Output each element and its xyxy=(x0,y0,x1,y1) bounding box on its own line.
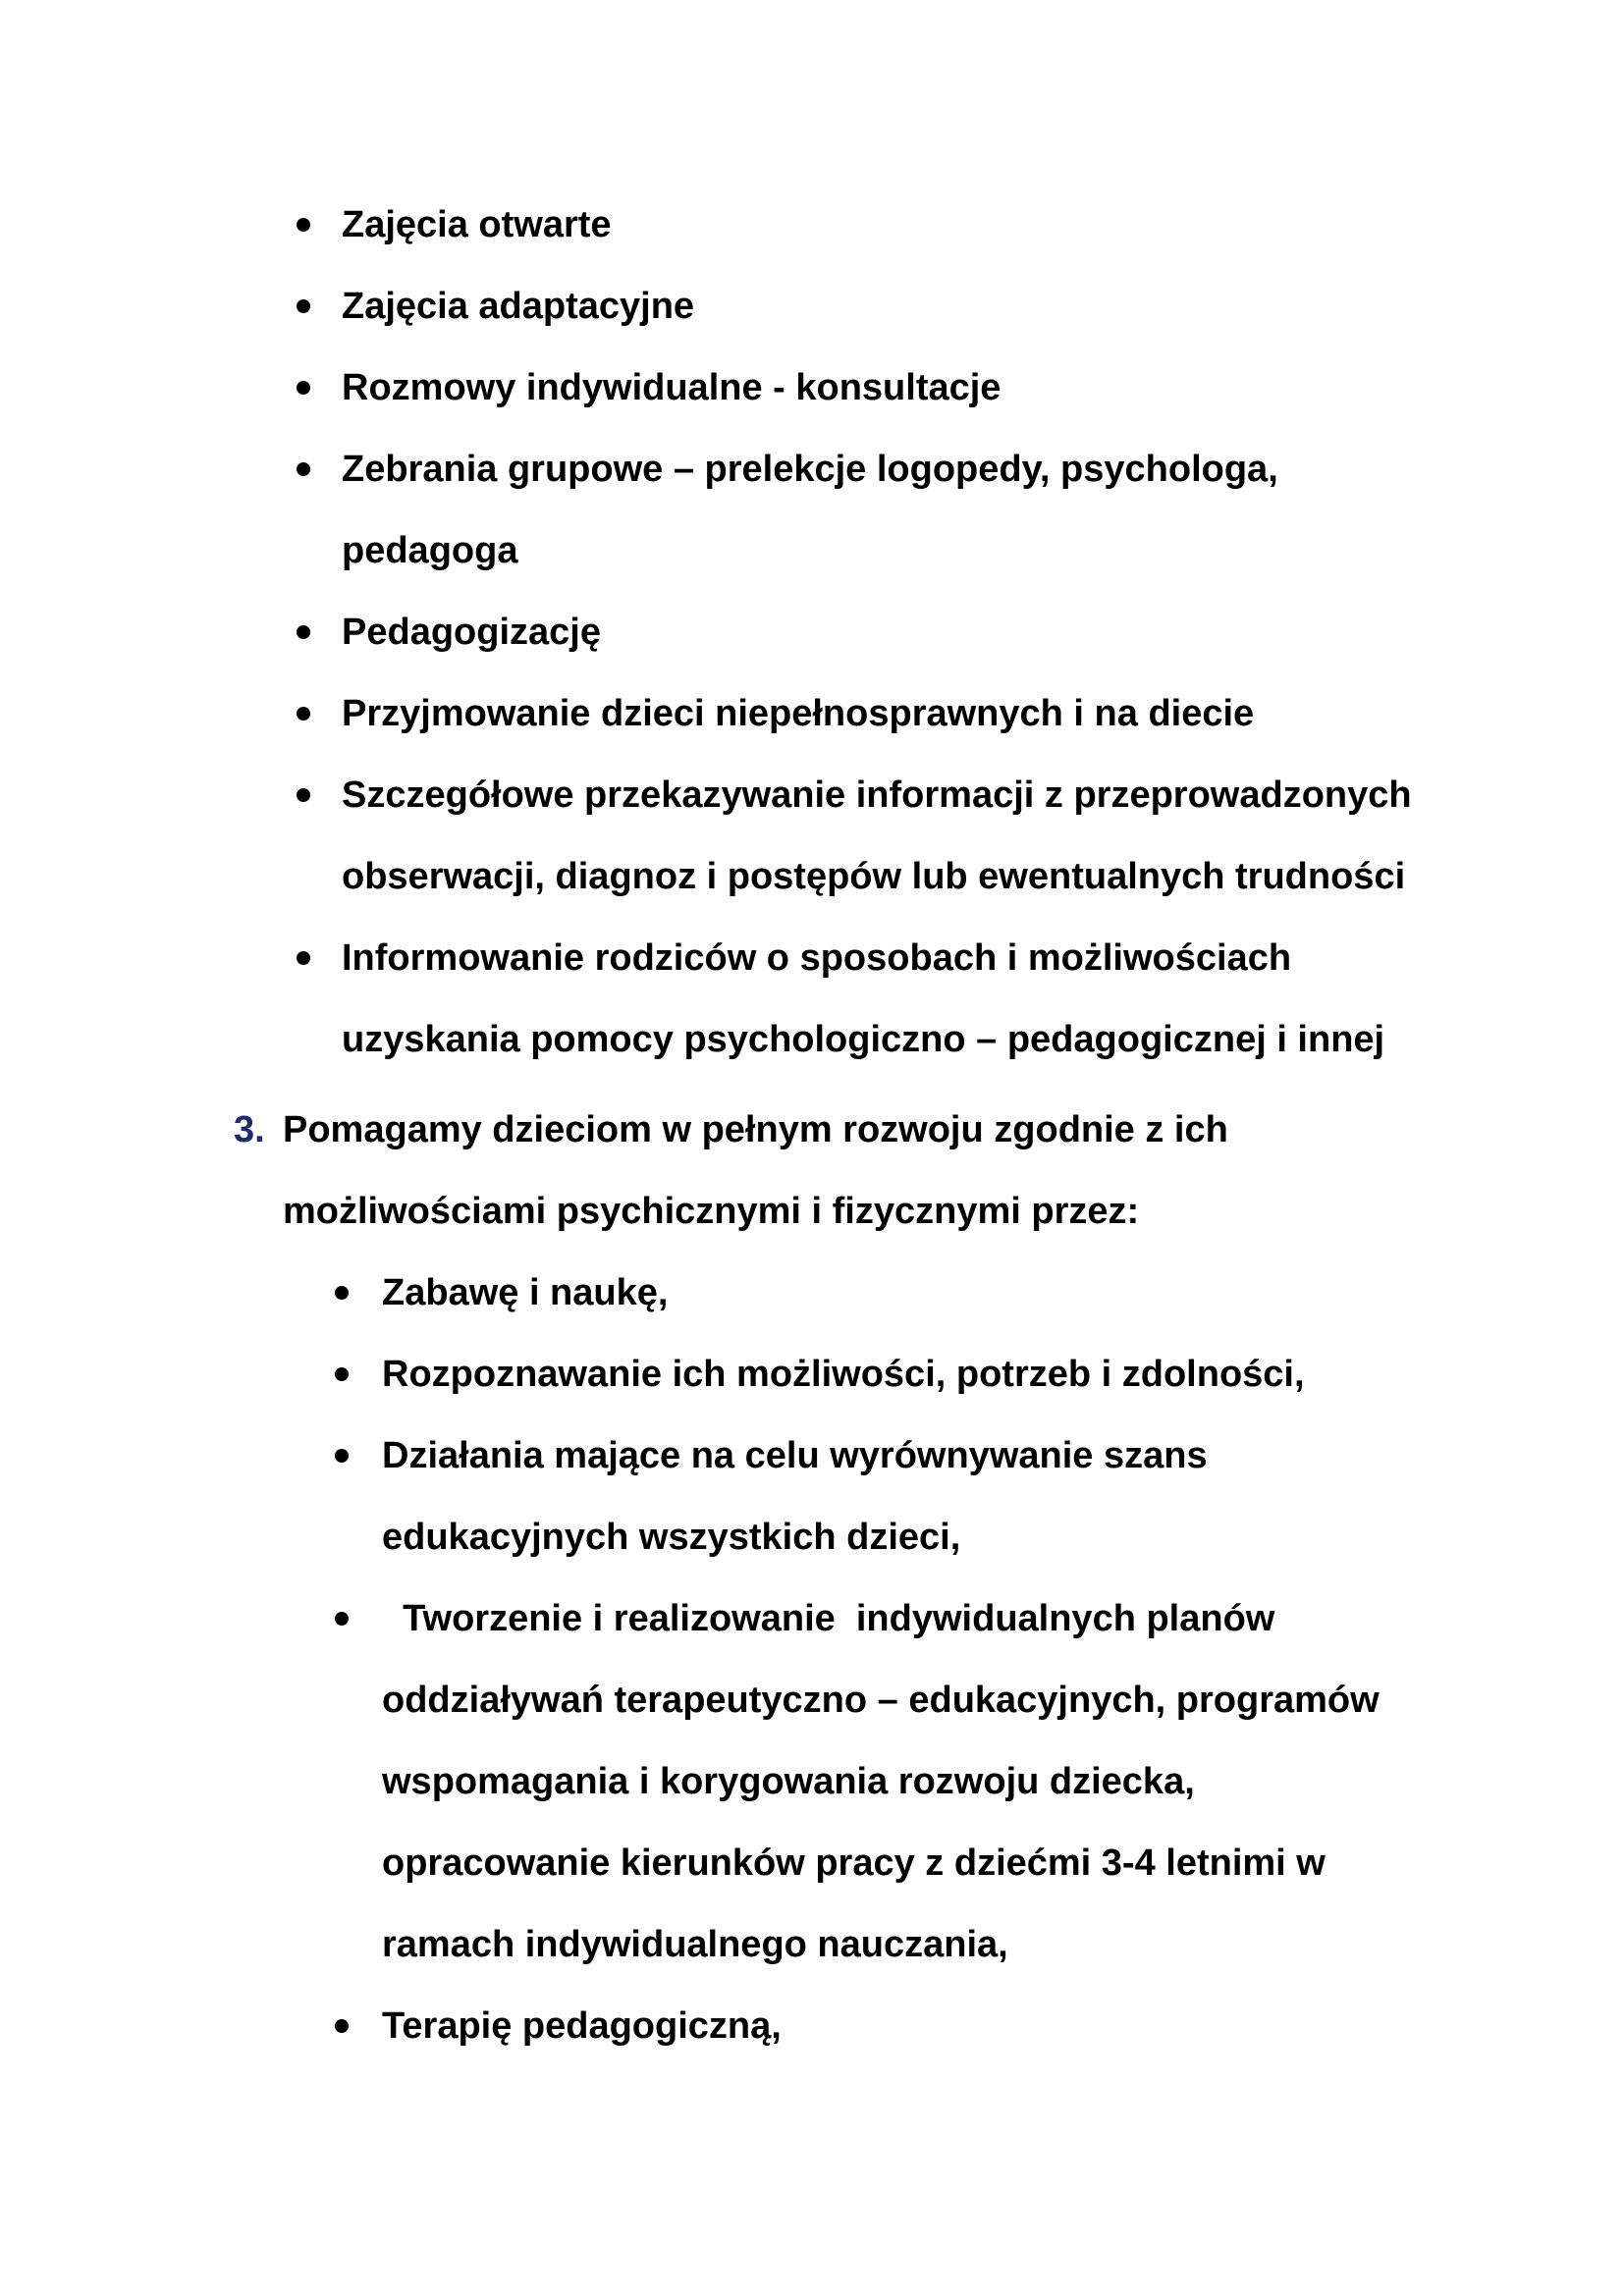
list-item xyxy=(342,918,1471,1081)
list-item-text: Zebrania grupowe – prelekcje logopedy, psychologa, pedagoga xyxy=(342,449,1278,571)
bullet-icon xyxy=(335,2019,349,2033)
list-item-text: Działania mające na celu wyrównywanie szans edukacyjnych wszystkich dzieci, xyxy=(382,1435,1208,1558)
bullet-icon xyxy=(297,381,310,395)
bullet-icon xyxy=(297,707,310,721)
list-item-text: Zabawę i naukę, xyxy=(382,1272,669,1313)
bullet-icon xyxy=(297,218,310,232)
list-item-text: Szczegółowe przekazywanie informacji z przeprowadzonych obserwacji, diagnoz i postępów lub ewentualnych trudności xyxy=(342,774,1412,897)
list-item-text: Rozpoznawanie ich możliwości, potrzeb i zdolności, xyxy=(382,1354,1305,1395)
bullet-icon xyxy=(297,951,310,965)
number-marker: 3. xyxy=(234,1109,265,1150)
bullet-icon xyxy=(335,1286,349,1300)
numbered-item-3 xyxy=(234,1090,1363,1253)
list-item xyxy=(342,592,1471,673)
numbered-item-text: Pomagamy dzieciom w pełnym rozwoju zgodnie z ich możliwościami psychicznymi i fizycznymi przez: xyxy=(283,1109,1228,1232)
list-item-text: Informowanie rodziców o sposobach i możliwościach uzyskania pomocy psychologiczno – pedagogicznej i innej xyxy=(342,937,1385,1060)
list-item xyxy=(342,185,1471,266)
list-item-text: Zajęcia adaptacyjne xyxy=(342,286,695,327)
list-item xyxy=(342,266,1471,347)
list-item xyxy=(382,1334,1462,1415)
bullet-icon xyxy=(297,788,310,802)
bullet-icon xyxy=(297,625,310,639)
list-item xyxy=(382,1986,1462,2067)
list-item-text: Przyjmowanie dzieci niepełnosprawnych i na diecie xyxy=(342,693,1255,734)
list-item-text: Zajęcia otwarte xyxy=(342,204,612,245)
bullet-icon xyxy=(297,299,310,313)
list-item xyxy=(382,1578,1462,1986)
bullet-icon xyxy=(335,1612,349,1626)
bullet-list-nested xyxy=(382,1253,1462,2067)
bullet-icon xyxy=(297,462,310,476)
list-item-text: Pedagogizację xyxy=(342,612,601,653)
bullet-icon xyxy=(335,1449,349,1463)
list-item xyxy=(382,1253,1462,1334)
list-item xyxy=(382,1415,1462,1578)
list-item xyxy=(342,673,1471,755)
bullet-list-top xyxy=(342,185,1471,1081)
list-item-text: Terapię pedagogiczną, xyxy=(382,2005,782,2047)
list-item-text: Rozmowy indywidualne - konsultacje xyxy=(342,367,1001,408)
list-item xyxy=(342,755,1471,918)
list-item xyxy=(342,347,1471,429)
bullet-icon xyxy=(335,1367,349,1381)
list-item-text: Tworzenie i realizowanie indywidualnych planów oddziaływań terapeutyczno – edukacyjnych, programów wspomagania i korygowania rozwoju dziecka, opracowanie kierunków pracy z dziećmi 3-4 letnimi w ramach indywidualnego nauczania, xyxy=(382,1598,1380,1965)
list-item xyxy=(342,429,1471,592)
